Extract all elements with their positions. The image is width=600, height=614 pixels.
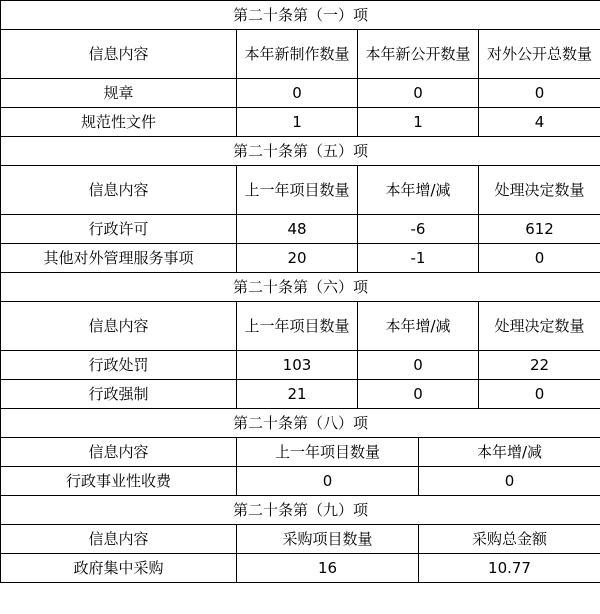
column-header: 本年增/减 [358, 166, 479, 215]
column-header: 本年新公开数量 [358, 30, 479, 79]
header-row [1, 166, 600, 215]
table-cell: 0 [419, 467, 600, 496]
table-cell: 0 [237, 79, 358, 108]
section-title-row [1, 273, 600, 302]
table-cell: 0 [358, 79, 479, 108]
table-row [1, 108, 600, 137]
header-row [1, 525, 600, 554]
table-cell: 政府集中采购 [1, 554, 237, 583]
table-cell: 0 [479, 79, 600, 108]
section-title: 第二十条第（九）项 [1, 496, 600, 525]
column-header: 上一年项目数量 [237, 166, 358, 215]
table-cell: 行政处罚 [1, 351, 237, 380]
table-cell: 0 [358, 380, 479, 409]
header-row [1, 30, 600, 79]
table-row [1, 380, 600, 409]
section-title: 第二十条第（八）项 [1, 409, 600, 438]
column-header: 信息内容 [1, 525, 237, 554]
column-header: 信息内容 [1, 302, 237, 351]
table-cell: 22 [479, 351, 600, 380]
column-header: 采购总金额 [419, 525, 600, 554]
table-row [1, 467, 600, 496]
column-header: 上一年项目数量 [237, 302, 358, 351]
table-row [1, 79, 600, 108]
table-cell: 0 [237, 467, 419, 496]
section-title-row [1, 137, 600, 166]
table-cell: 0 [479, 380, 600, 409]
section-title: 第二十条第（一）项 [1, 1, 600, 30]
table-cell: 16 [237, 554, 419, 583]
header-row [1, 438, 600, 467]
header-row [1, 302, 600, 351]
table-cell: 1 [237, 108, 358, 137]
column-header: 本年增/减 [419, 438, 600, 467]
table-cell: 规范性文件 [1, 108, 237, 137]
table-cell: 其他对外管理服务事项 [1, 244, 237, 273]
column-header: 处理决定数量 [479, 166, 600, 215]
table-cell: 行政强制 [1, 380, 237, 409]
section-title-row [1, 1, 600, 30]
table-cell: 20 [237, 244, 358, 273]
table-cell: 行政事业性收费 [1, 467, 237, 496]
section-title: 第二十条第（五）项 [1, 137, 600, 166]
column-header: 本年增/减 [358, 302, 479, 351]
table-cell: 0 [358, 351, 479, 380]
table-row [1, 215, 600, 244]
table-row [1, 351, 600, 380]
table-cell: 48 [237, 215, 358, 244]
table-cell: -1 [358, 244, 479, 273]
column-header: 对外公开总数量 [479, 30, 600, 79]
section-title-row [1, 496, 600, 525]
column-header: 信息内容 [1, 166, 237, 215]
section-title: 第二十条第（六）项 [1, 273, 600, 302]
column-header: 处理决定数量 [479, 302, 600, 351]
column-header: 采购项目数量 [237, 525, 419, 554]
table-cell: 10.77 [419, 554, 600, 583]
column-header: 信息内容 [1, 438, 237, 467]
table-cell: 0 [479, 244, 600, 273]
column-header: 本年新制作数量 [237, 30, 358, 79]
table-cell: -6 [358, 215, 479, 244]
table-cell: 612 [479, 215, 600, 244]
column-header: 信息内容 [1, 30, 237, 79]
table-row [1, 554, 600, 583]
table-cell: 规章 [1, 79, 237, 108]
disclosure-table-3col [0, 408, 600, 583]
table-cell: 21 [237, 380, 358, 409]
column-header: 上一年项目数量 [237, 438, 419, 467]
section-title-row [1, 409, 600, 438]
table-cell: 4 [479, 108, 600, 137]
table-cell: 1 [358, 108, 479, 137]
table-cell: 行政许可 [1, 215, 237, 244]
table-cell: 103 [237, 351, 358, 380]
table-row [1, 244, 600, 273]
